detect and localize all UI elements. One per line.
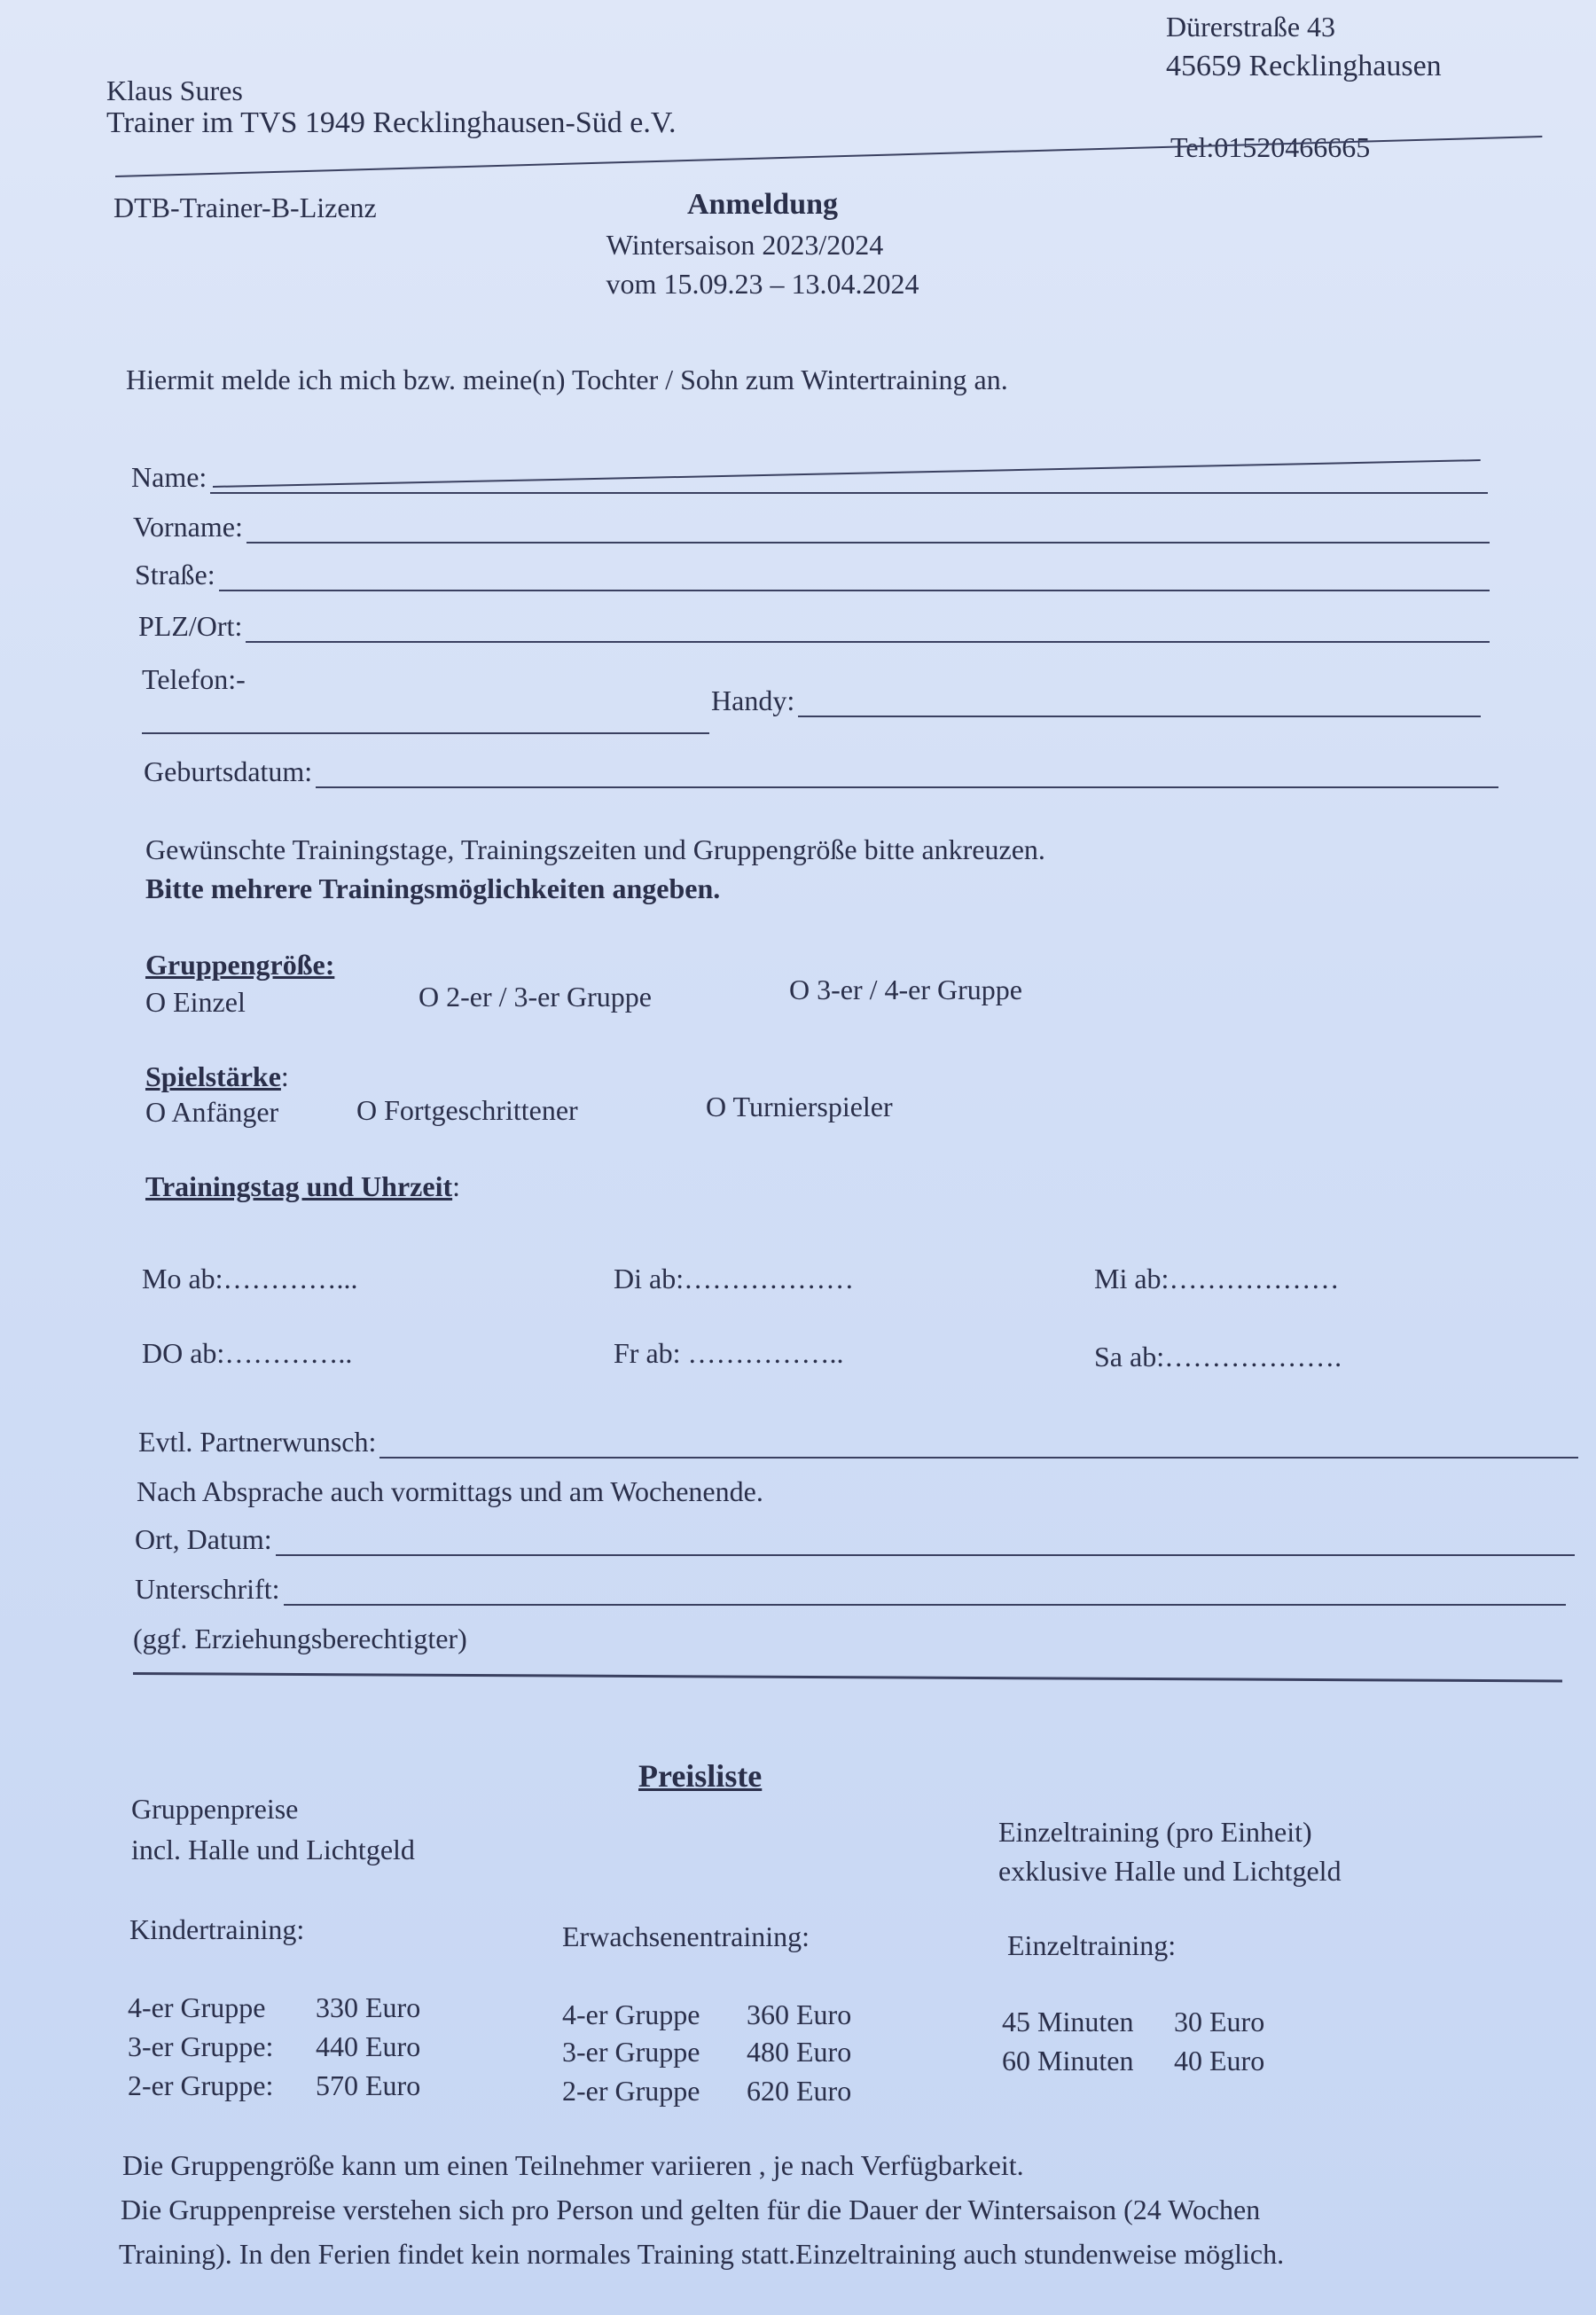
partner-label: Evtl. Partnerwunsch: xyxy=(138,1426,377,1458)
note-line-3: Training). In den Ferien findet kein normales Training statt.Einzeltraining auch stundenweise möglich. xyxy=(119,2238,1285,2270)
strasse-input-line[interactable] xyxy=(219,563,1490,591)
telefon-input-line[interactable] xyxy=(142,732,709,734)
group-prices-heading: Gruppenpreise xyxy=(131,1793,299,1825)
name-field[interactable] xyxy=(131,461,1488,494)
adult-price-row xyxy=(562,1998,851,2031)
day-saturday[interactable]: Sa ab:………………. xyxy=(1094,1341,1342,1373)
skill-level-label: Spielstärke xyxy=(145,1060,281,1092)
day-friday[interactable]: Fr ab: …………….. xyxy=(614,1337,844,1369)
partner-field[interactable] xyxy=(138,1426,1578,1459)
price-list-title: Preisliste xyxy=(638,1758,763,1794)
phone-number: Tel:01520466665 xyxy=(1170,131,1371,163)
skill-level-colon: : xyxy=(280,1060,289,1092)
adult-price-value: 480 Euro xyxy=(747,2036,852,2068)
option-einzel[interactable]: O Einzel xyxy=(145,986,246,1018)
single-training-title: Einzeltraining: xyxy=(1007,1929,1177,1961)
group-prices-subheading: incl. Halle und Lichtgeld xyxy=(131,1834,415,1865)
strasse-label: Straße: xyxy=(135,559,215,590)
adult-price-label: 3-er Gruppe xyxy=(562,2036,700,2068)
adult-training-title: Erwachsenentraining: xyxy=(562,1920,810,1952)
kids-price-value: 570 Euro xyxy=(316,2069,421,2101)
vorname-input-line[interactable] xyxy=(246,515,1490,544)
season-period: vom 15.09.23 – 13.04.2024 xyxy=(606,268,919,300)
note-line-2: Die Gruppenpreise verstehen sich pro Person und gelten für die Dauer der Wintersaison (24 Wochen xyxy=(121,2194,1261,2225)
address-street: Dürerstraße 43 xyxy=(1166,11,1336,43)
option-3er-4er[interactable]: O 3-er / 4-er Gruppe xyxy=(789,974,1022,1005)
adult-price-row xyxy=(562,2075,851,2108)
single-prices-subheading: exklusive Halle und Lichtgeld xyxy=(998,1855,1342,1887)
unterschrift-label: Unterschrift: xyxy=(135,1573,280,1605)
kids-price-label: 4-er Gruppe xyxy=(128,1991,266,2023)
training-day-heading xyxy=(145,1170,460,1203)
guardian-note: (ggf. Erziehungsberechtigter) xyxy=(133,1623,467,1654)
day-tuesday[interactable]: Di ab:……………… xyxy=(614,1263,855,1294)
ort-datum-input-line[interactable] xyxy=(276,1528,1575,1556)
unterschrift-field[interactable] xyxy=(135,1573,1566,1606)
kids-price-value: 440 Euro xyxy=(316,2030,421,2062)
kids-price-row xyxy=(128,2069,420,2102)
vorname-label: Vorname: xyxy=(133,511,243,543)
intro-text: Hiermit melde ich mich bzw. meine(n) Tochter / Sohn zum Wintertraining an. xyxy=(126,364,1008,395)
option-anfaenger[interactable]: O Anfänger xyxy=(145,1096,279,1128)
kids-price-row xyxy=(128,2030,420,2063)
instruction-bold: Bitte mehrere Trainingsmöglichkeiten angeben. xyxy=(145,872,721,904)
kids-price-label: 2-er Gruppe: xyxy=(128,2069,274,2101)
kids-training-title: Kindertraining: xyxy=(129,1913,305,1945)
adult-price-label: 4-er Gruppe xyxy=(562,1998,700,2030)
address-city: 45659 Recklinghausen xyxy=(1166,50,1442,82)
option-turnierspieler[interactable]: O Turnierspieler xyxy=(706,1091,893,1122)
trainer-club: Trainer im TVS 1949 Recklinghausen-Süd e.V. xyxy=(106,106,677,139)
handy-label: Handy: xyxy=(711,684,795,716)
adult-price-value: 620 Euro xyxy=(747,2075,852,2107)
unterschrift-input-line[interactable] xyxy=(284,1577,1567,1606)
plz-ort-field[interactable] xyxy=(138,610,1490,643)
skill-level-heading xyxy=(145,1060,289,1093)
form-title: Anmeldung xyxy=(686,188,839,221)
handy-field[interactable] xyxy=(711,684,1481,717)
kids-price-label: 3-er Gruppe: xyxy=(128,2030,274,2062)
geburtsdatum-label: Geburtsdatum: xyxy=(144,755,313,787)
strasse-field[interactable] xyxy=(135,559,1490,591)
ort-datum-label: Ort, Datum: xyxy=(135,1523,272,1555)
section-divider xyxy=(133,1672,1562,1682)
geburtsdatum-field[interactable] xyxy=(144,755,1498,788)
day-thursday[interactable]: DO ab:………….. xyxy=(142,1337,353,1369)
day-monday[interactable]: Mo ab:…………... xyxy=(142,1263,358,1294)
adult-price-row xyxy=(562,2036,851,2069)
note-line-1: Die Gruppengröße kann um einen Teilnehmer variieren , je nach Verfügbarkeit. xyxy=(122,2149,1024,2181)
geburtsdatum-input-line[interactable] xyxy=(316,760,1498,788)
telefon-label: Telefon:- xyxy=(142,663,246,695)
single-price-row xyxy=(1002,2006,1264,2038)
ort-datum-field[interactable] xyxy=(135,1523,1575,1556)
training-day-colon: : xyxy=(452,1170,460,1202)
option-fortgeschrittener[interactable]: O Fortgeschrittener xyxy=(356,1094,578,1126)
day-wednesday[interactable]: Mi ab:……………… xyxy=(1094,1263,1340,1294)
plz-ort-label: PLZ/Ort: xyxy=(138,610,243,642)
season-label: Wintersaison 2023/2024 xyxy=(606,229,884,261)
training-day-label: Trainingstag und Uhrzeit xyxy=(145,1170,453,1202)
partner-input-line[interactable] xyxy=(379,1430,1578,1459)
name-label: Name: xyxy=(131,461,207,493)
adult-price-value: 360 Euro xyxy=(747,1998,852,2030)
kids-price-value: 330 Euro xyxy=(316,1991,421,2023)
single-price-row xyxy=(1002,2045,1264,2077)
single-prices-heading: Einzeltraining (pro Einheit) xyxy=(998,1816,1312,1848)
name-input-line[interactable] xyxy=(210,465,1488,494)
plz-ort-input-line[interactable] xyxy=(246,614,1490,643)
kids-price-row xyxy=(128,1991,420,2024)
trainer-name: Klaus Sures xyxy=(106,74,243,106)
instruction-text: Gewünschte Trainingstage, Trainingszeiten und Gruppengröße bitte ankreuzen. xyxy=(145,833,1045,865)
option-2er-3er[interactable]: O 2-er / 3-er Gruppe xyxy=(419,981,652,1013)
vorname-field[interactable] xyxy=(133,511,1490,544)
license-label: DTB-Trainer-B-Lizenz xyxy=(113,192,377,223)
schedule-note: Nach Absprache auch vormittags und am Wochenende. xyxy=(137,1475,763,1507)
single-price-label: 60 Minuten xyxy=(1002,2045,1134,2076)
adult-price-label: 2-er Gruppe xyxy=(562,2075,700,2107)
single-price-label: 45 Minuten xyxy=(1002,2006,1134,2037)
single-price-value: 40 Euro xyxy=(1174,2045,1265,2076)
group-size-label: Gruppengröße: xyxy=(145,949,335,981)
handy-input-line[interactable] xyxy=(798,689,1481,717)
single-price-value: 30 Euro xyxy=(1174,2006,1265,2037)
